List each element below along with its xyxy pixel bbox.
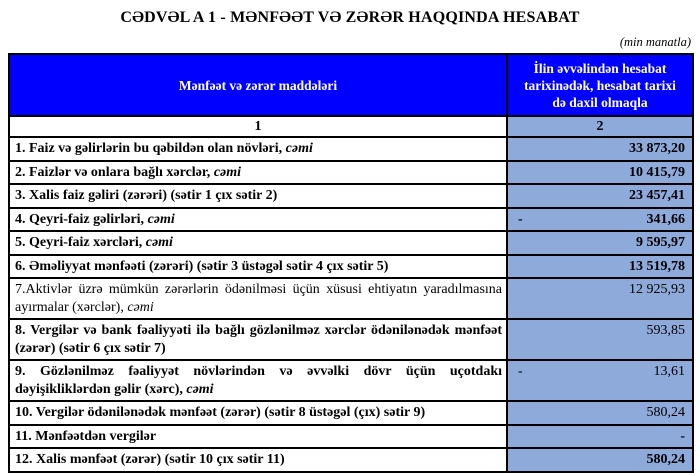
items-column-header: Mənfəət və zərər maddələri <box>9 54 507 116</box>
row-label <box>9 401 507 425</box>
row-value: 13,61 <box>653 364 685 379</box>
row-value-cell <box>507 360 693 401</box>
row-label-text: 3. Xalis faiz gəliri (zərəri) (sətir 1 çıx sətir 2) <box>15 188 278 203</box>
row-label <box>9 161 507 185</box>
table-row <box>9 425 693 449</box>
page-title: CƏDVƏL A 1 - MƏNFƏƏT VƏ ZƏRƏR HAQQINDA HESABAT <box>120 9 580 26</box>
unit-note: (min manatla) <box>619 35 691 49</box>
header-row <box>9 54 693 116</box>
row-label <box>9 360 507 401</box>
table-body <box>9 137 693 472</box>
column-index-row <box>9 116 693 137</box>
row-label <box>9 448 507 472</box>
row-label-text: 2. Faizlər və onlara bağlı xərclər, <box>15 164 214 180</box>
row-value-cell <box>507 425 693 449</box>
row-label <box>9 278 507 319</box>
table-row <box>9 360 693 401</box>
row-value-cell <box>507 137 693 161</box>
row-label-text: 9. Gözlənilməz fəaliyyət növlərindən və əvvəlki dövr üçün uçotdakı dəyişikliklərdən gəlir (xərc), <box>15 364 502 397</box>
row-label <box>9 137 507 161</box>
row-label-text: 4. Qeyri-faiz gəlirləri, <box>15 211 148 227</box>
row-value: 9 595,97 <box>636 235 685 250</box>
row-label-text: 10. Vergilər ödənilənədək mənfəət (zərər) (sətir 8 üstəgəl (çıx) sətir 9) <box>15 405 426 420</box>
row-label-text: 11. Mənfəətdən vergilər <box>15 428 157 444</box>
row-value: 13 519,78 <box>629 258 685 274</box>
row-value: 12 925,93 <box>629 282 685 297</box>
table-row <box>9 401 693 425</box>
row-value-cell <box>507 184 693 208</box>
row-label <box>9 255 507 279</box>
table-row <box>9 137 693 161</box>
row-label-italic-suffix: cəmi <box>127 299 154 315</box>
row-value-cell <box>507 401 693 425</box>
row-value: 10 415,79 <box>629 164 685 180</box>
row-value: 33 873,20 <box>629 141 685 156</box>
row-label-text: 7.Aktivlər üzrə mümkün zərərlərin ödənilməsi üçün xüsusi ehtiyatın yaradılmasına ayırmalar (xərclər), <box>15 282 502 315</box>
table-row <box>9 184 693 208</box>
row-value-cell <box>507 255 693 279</box>
row-value: 23 457,41 <box>629 188 685 203</box>
row-dash: - <box>518 364 523 379</box>
row-value-cell <box>507 448 693 472</box>
row-value: 580,24 <box>646 452 685 467</box>
row-label-italic-suffix: cəmi <box>213 164 242 180</box>
row-value-cell <box>507 319 693 360</box>
row-value-cell <box>507 208 693 232</box>
row-label-text: 5. Qeyri-faiz xərcləri, <box>15 235 146 250</box>
row-value: - <box>680 428 685 444</box>
row-label <box>9 231 507 255</box>
row-label-text: 12. Xalis mənfəət (zərər) (sətir 10 çıx sətir 11) <box>15 452 285 467</box>
table-row <box>9 278 693 319</box>
row-label-italic-suffix: cəmi <box>147 211 175 227</box>
row-label-italic-suffix: cəmi <box>186 381 214 397</box>
row-label <box>9 184 507 208</box>
row-label <box>9 425 507 449</box>
row-label-text: 8. Vergilər və bank fəaliyyəti ilə bağlı gözlənilməz xərclər ödənilənədək mənfəət (zərər) (sətir 6 çıx sətir 7) <box>15 323 502 356</box>
row-value-cell <box>507 278 693 319</box>
row-dash: - <box>518 211 523 227</box>
table-row <box>9 255 693 279</box>
table-row <box>9 161 693 185</box>
table-row <box>9 448 693 472</box>
row-value-cell <box>507 231 693 255</box>
row-value-cell <box>507 161 693 185</box>
row-value: 580,24 <box>646 405 685 420</box>
row-label-text: 6. Əməliyyat mənfəəti (zərəri) (sətir 3 üstəgəl sətir 4 çıx sətir 5) <box>15 258 389 274</box>
column-index-1: 1 <box>9 116 507 137</box>
row-label-text: 1. Faiz və gəlirlərin bu qəbildən olan növləri, <box>15 141 286 156</box>
row-label-italic-suffix: cəmi <box>285 141 313 156</box>
row-label <box>9 208 507 232</box>
table-row <box>9 208 693 232</box>
row-value: 593,85 <box>646 323 685 338</box>
row-label-italic-suffix: cəmi <box>145 235 173 250</box>
profit-loss-table <box>8 53 694 473</box>
period-column-header: İlin əvvəlindən hesabat tarixinədək, hesabat tarixi də daxil olmaqla <box>507 54 693 116</box>
row-label <box>9 319 507 360</box>
table-row <box>9 231 693 255</box>
row-value: 341,66 <box>646 211 685 227</box>
table-row <box>9 319 693 360</box>
column-index-2: 2 <box>507 116 693 137</box>
